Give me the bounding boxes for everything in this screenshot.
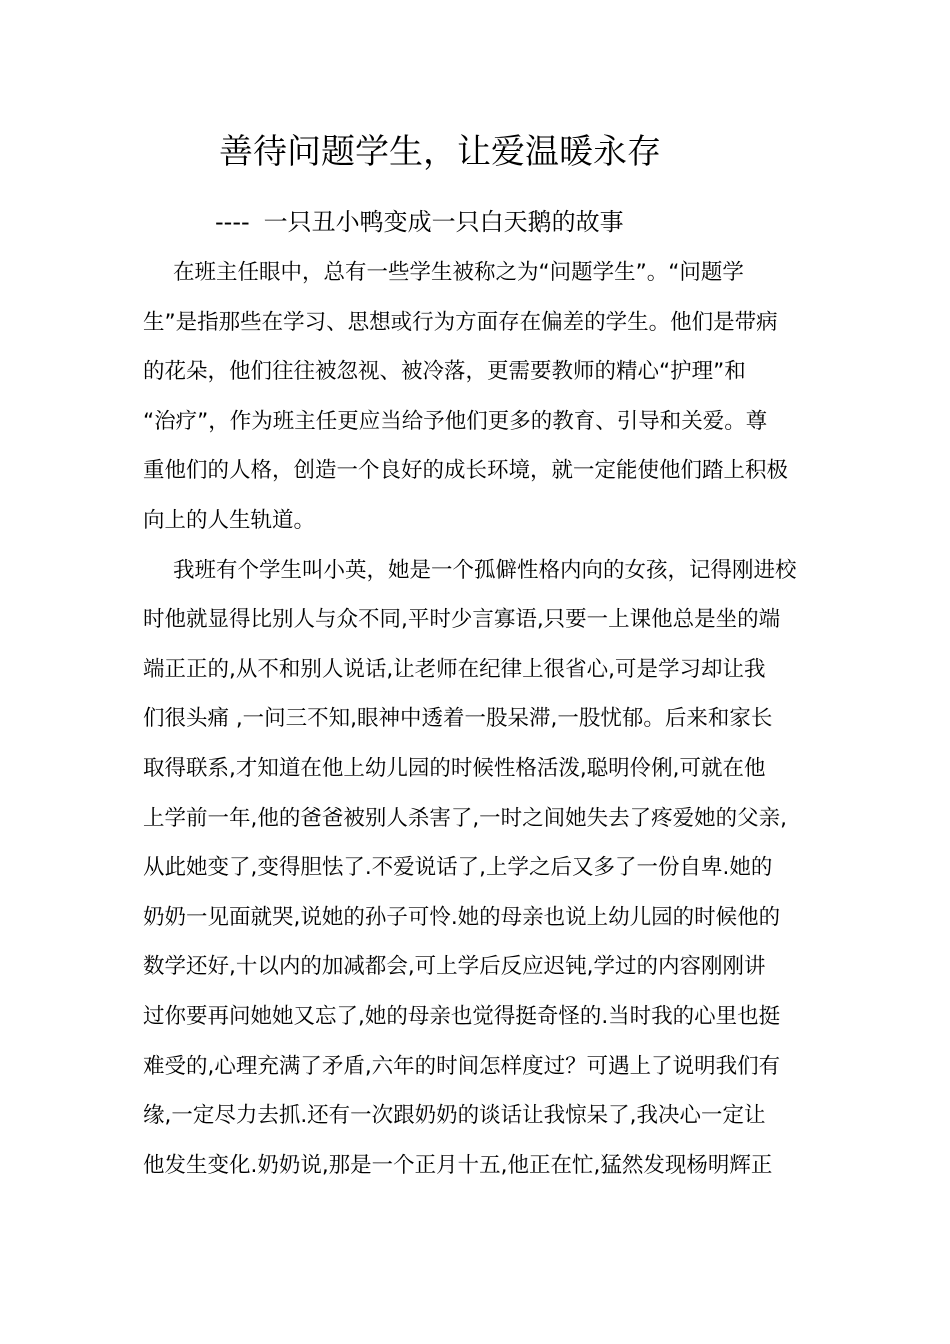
subtitle-text: 一只丑小鸭变成一只白天鹅的故事: [263, 208, 624, 236]
paragraph-line: 时他就显得比别人与众不同,平时少言寡语,只要一上课他总是坐的端: [143, 607, 781, 633]
document-title: 善待问题学生，让爱温暖永存: [219, 132, 661, 172]
paragraph-line: “治疗”，作为班主任更应当给予他们更多的教育、引导和关爱。尊: [143, 408, 768, 434]
document-body: [143, 248, 823, 1190]
paragraph-line: 难受的,心理充满了矛盾,六年的时间怎样度过？可遇上了说明我们有: [143, 1053, 781, 1079]
paragraph-line: 的花朵，他们往往被忽视、被冷落，更需要教师的精心“护理”和: [143, 359, 746, 385]
paragraph-line: 缘,一定尽力去抓.还有一次跟奶奶的谈话让我惊呆了,我决心一定让: [143, 1103, 766, 1129]
paragraph-line: 向上的人生轨道。: [143, 507, 316, 533]
paragraph-line: 我班有个学生叫小英，她是一个孤僻性格内向的女孩，记得刚进校: [173, 557, 797, 583]
paragraph-line: 从此她变了,变得胆怯了.不爱说话了,上学之后又多了一份自卑.她的: [143, 855, 773, 881]
paragraph-line: 他发生变化.奶奶说,那是一个正月十五,他正在忙,猛然发现杨明辉正: [143, 1152, 773, 1178]
subtitle-dash: ----: [215, 208, 250, 236]
paragraph-line: 生”是指那些在学习、思想或行为方面存在偏差的学生。他们是带病: [143, 309, 778, 335]
paragraph-line: 数学还好,十以内的加减都会,可上学后反应迟钝,学过的内容刚刚讲: [143, 954, 766, 980]
paragraph-line: 重他们的人格，创造一个良好的成长环境，就一定能使他们踏上积极: [143, 458, 789, 484]
paragraph-line: 在班主任眼中，总有一些学生被称之为“问题学生”。“问题学: [173, 260, 744, 285]
paragraph-line: 们很头痛 ,一问三不知,眼神中透着一股呆滞,一股忧郁。后来和家长: [143, 706, 773, 732]
paragraph-line: 上学前一年,他的爸爸被别人杀害了,一时之间她失去了疼爱她的父亲,: [143, 805, 788, 831]
paragraph-line: 端正正的,从不和别人说话,让老师在纪律上很省心,可是学习却让我: [143, 656, 766, 682]
document-subtitle: [215, 204, 624, 240]
paragraph-line: 过你要再问她她又忘了,她的母亲也觉得挺奇怪的.当时我的心里也挺: [143, 1003, 781, 1029]
paragraph-line: 奶奶一见面就哭,说她的孙子可怜.她的母亲也说上幼儿园的时候他的: [143, 904, 781, 930]
paragraph-line: 取得联系,才知道在他上幼儿园的时候性格活泼,聪明伶俐,可就在他: [143, 755, 766, 781]
